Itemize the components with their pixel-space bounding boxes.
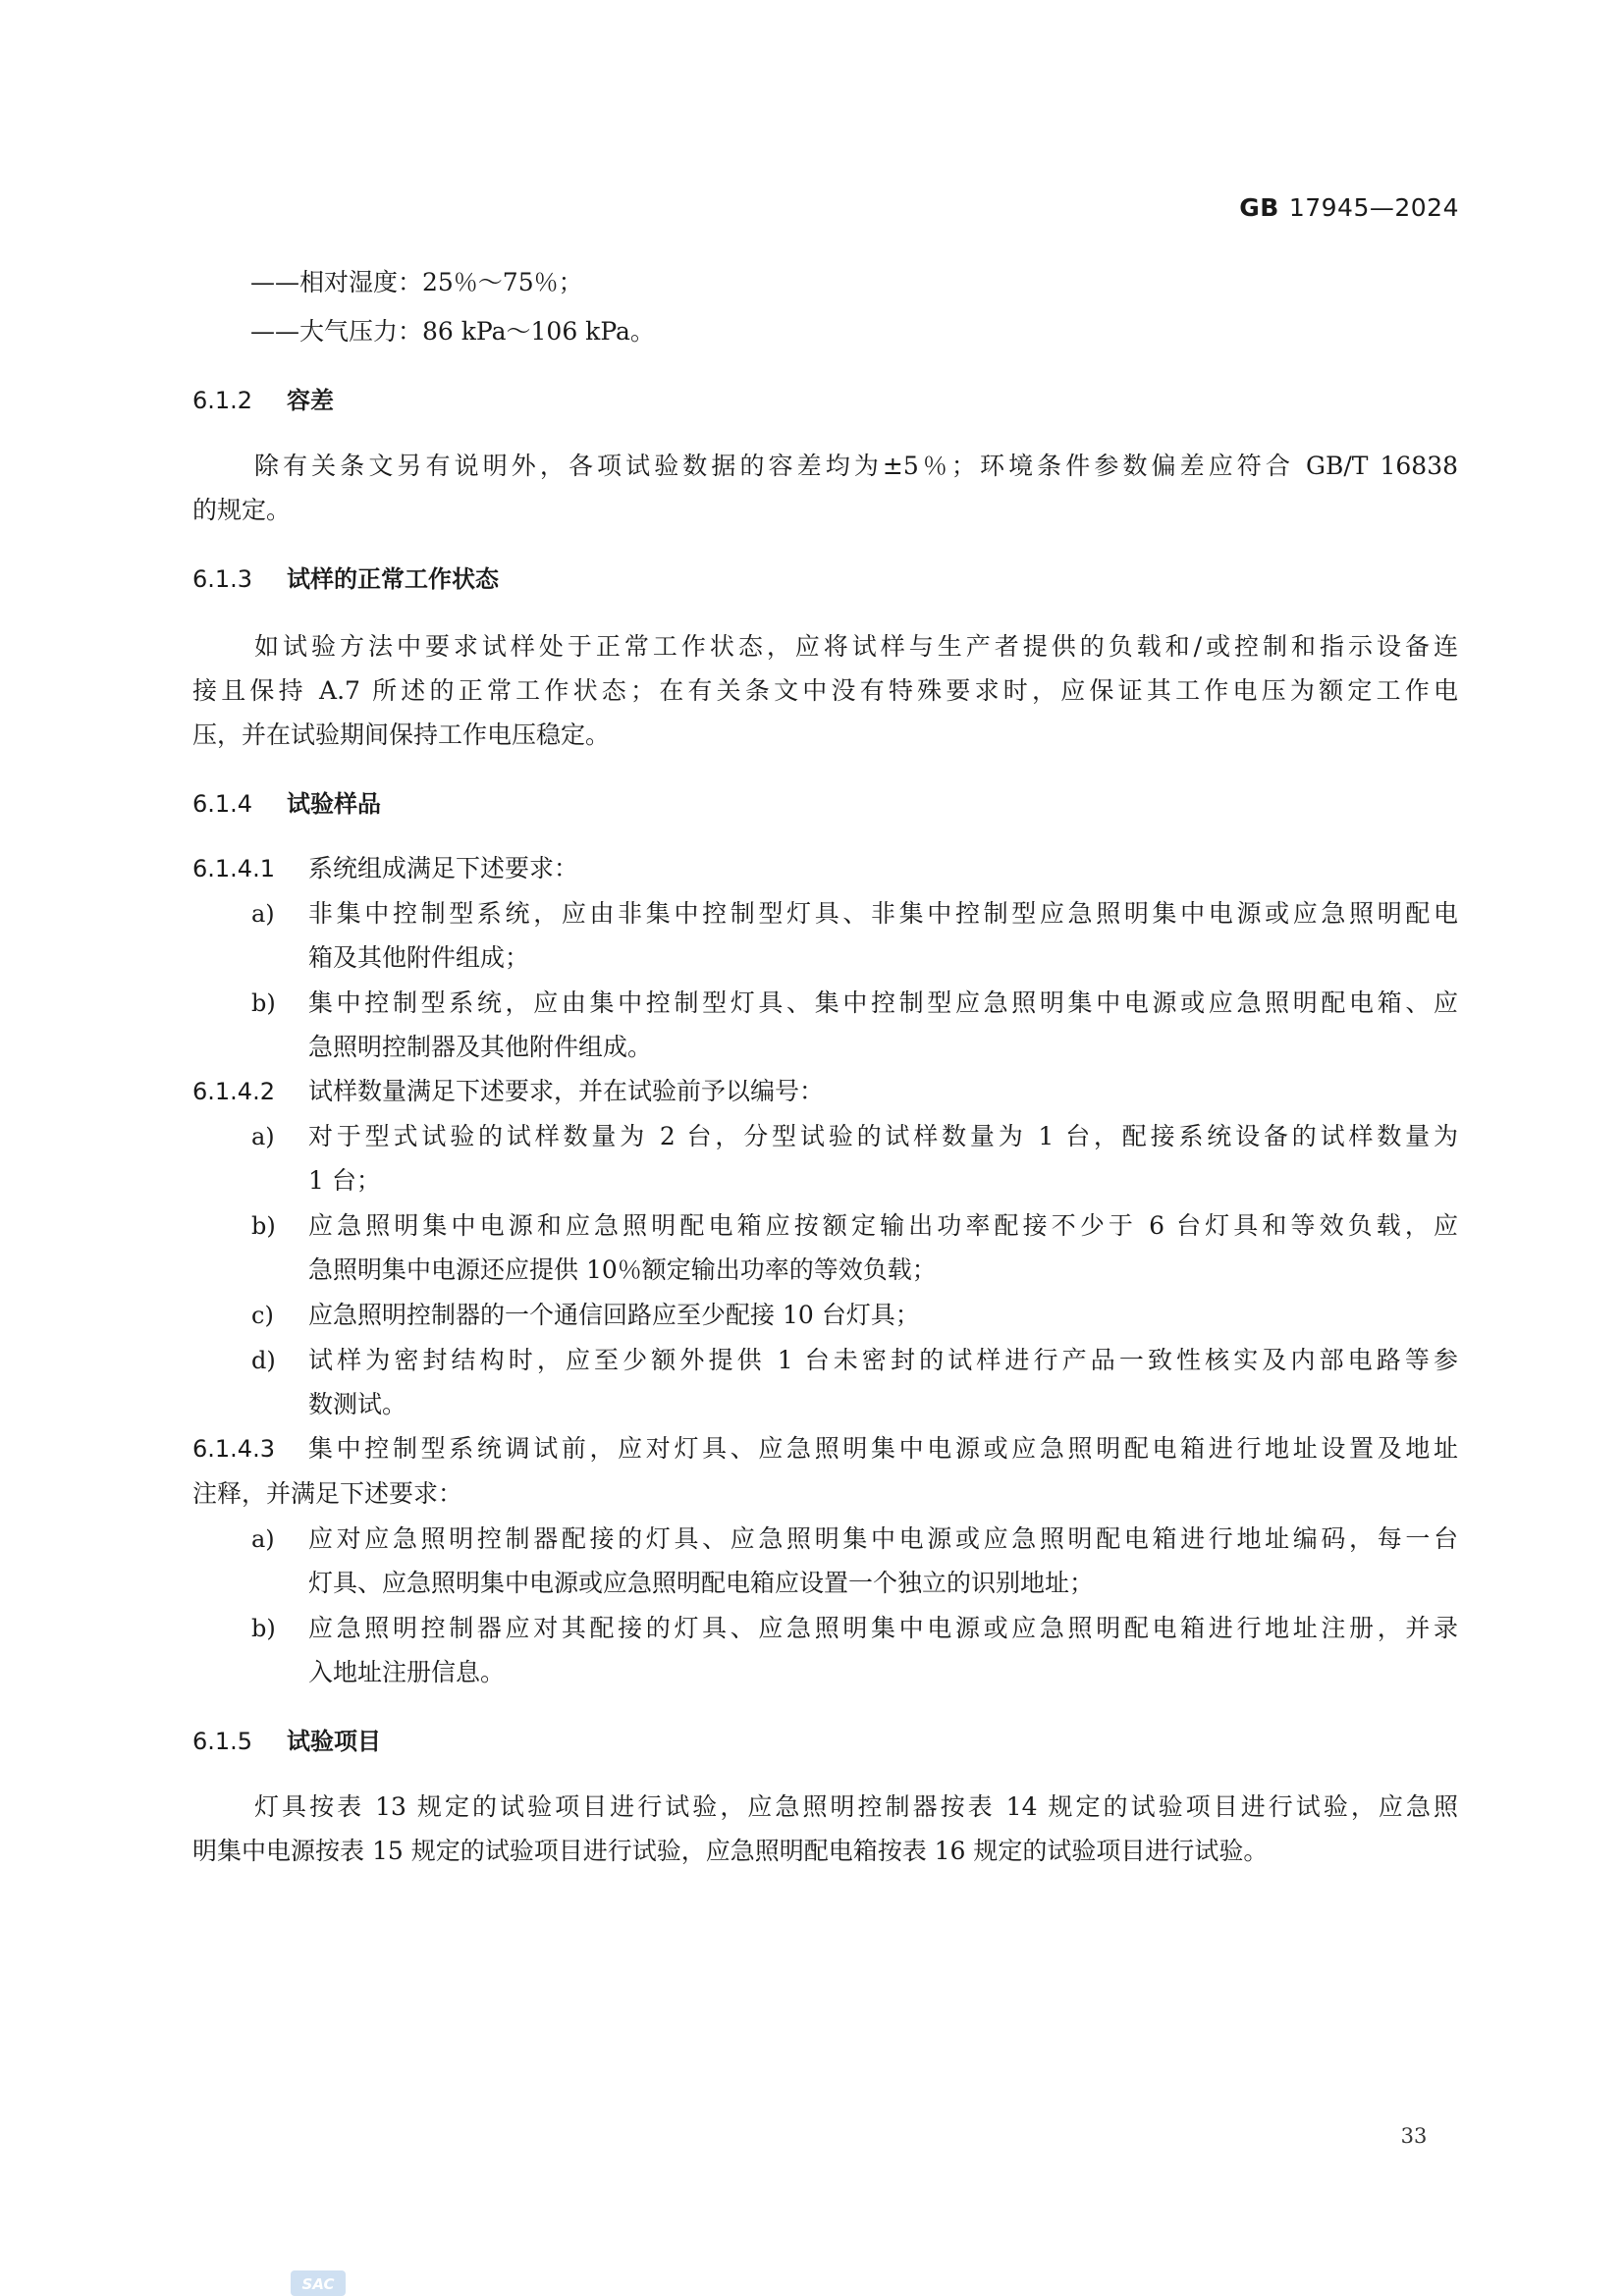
standard-number: 17945—2024 bbox=[1288, 193, 1459, 222]
list-item-line: 数测试。 bbox=[308, 1390, 407, 1418]
paragraph-line: 除有关条文另有说明外，各项试验数据的容差均为±5％；环境条件参数偏差应符合 GB/T 16838 bbox=[254, 452, 1458, 480]
watermark-text: SAC bbox=[301, 2275, 335, 2293]
list-marker: b) bbox=[251, 1615, 276, 1642]
paragraph-line: 接且保持 A.7 所述的正常工作状态；在有关条文中没有特殊要求时，应保证其工作电压为额定工作电 bbox=[192, 676, 1458, 705]
section-6-1-3-heading bbox=[192, 562, 499, 596]
humidity-line: ——相对湿度：25％～75％； bbox=[250, 268, 583, 296]
section-title: 容差 bbox=[287, 387, 334, 414]
list-marker: a) bbox=[251, 1525, 275, 1553]
list-item-line: 对于型式试验的试样数量为 2 台，分型试验的试样数量为 1 台，配接系统设备的试样数量为 bbox=[308, 1122, 1458, 1150]
list-item-line: 应急照明控制器应对其配接的灯具、应急照明集中电源或应急照明配电箱进行地址注册，并录 bbox=[308, 1614, 1458, 1642]
page-number: 33 bbox=[1400, 2124, 1428, 2148]
paragraph-line: 明集中电源按表 15 规定的试验项目进行试验，应急照明配电箱按表 16 规定的试验项目进行试验。 bbox=[192, 1837, 1269, 1865]
list-marker: b) bbox=[251, 1212, 276, 1240]
paragraph-line: 如试验方法中要求试样处于正常工作状态，应将试样与生产者提供的负载和/或控制和指示设备连 bbox=[254, 632, 1458, 661]
standard-header bbox=[1237, 193, 1459, 222]
list-marker: a) bbox=[251, 1123, 275, 1150]
section-6-1-4-heading bbox=[192, 787, 381, 821]
list-item-line: 应急照明控制器的一个通信回路应至少配接 10 台灯具； bbox=[308, 1301, 920, 1329]
section-title: 试样的正常工作状态 bbox=[287, 565, 499, 593]
list-item-line: 集中控制型系统，应由集中控制型灯具、集中控制型应急照明集中电源或应急照明配电箱、应 bbox=[308, 988, 1458, 1017]
list-item-line: 入地址注册信息。 bbox=[308, 1658, 506, 1686]
section-number: 6.1.5 bbox=[192, 1728, 253, 1755]
list-marker: a) bbox=[251, 900, 275, 928]
paragraph-line: 灯具按表 13 规定的试验项目进行试验，应急照明控制器按表 14 规定的试验项目进行试验，应急照 bbox=[254, 1792, 1458, 1821]
pressure-line: ——大气压力：86 kPa～106 kPa。 bbox=[250, 317, 655, 346]
list-item-line: 急照明控制器及其他附件组成。 bbox=[308, 1033, 653, 1061]
list-item-line: 灯具、应急照明集中电源或应急照明配电箱应设置一个独立的识别地址； bbox=[308, 1569, 1095, 1597]
section-title: 试验项目 bbox=[287, 1728, 381, 1755]
subsection-number: 6.1.4.1 bbox=[192, 855, 275, 882]
list-marker: c) bbox=[251, 1302, 274, 1329]
standard-prefix: GB bbox=[1239, 193, 1279, 222]
sac-watermark-logo bbox=[291, 2270, 346, 2296]
subsection-text: 系统组成满足下述要求： bbox=[308, 854, 579, 882]
section-6-1-5-heading bbox=[192, 1725, 381, 1758]
subsection-text: 集中控制型系统调试前，应对灯具、应急照明集中电源或应急照明配电箱进行地址设置及地址 bbox=[308, 1434, 1458, 1463]
list-marker: d) bbox=[251, 1347, 276, 1374]
paragraph-line: 的规定。 bbox=[192, 496, 292, 524]
list-item-line: 试样为密封结构时，应至少额外提供 1 台未密封的试样进行产品一致性核实及内部电路等参 bbox=[308, 1346, 1458, 1374]
section-number: 6.1.4 bbox=[192, 790, 253, 818]
list-item-line: 应急照明集中电源和应急照明配电箱应按额定输出功率配接不少于 6 台灯具和等效负载，应 bbox=[308, 1211, 1458, 1240]
list-item-line: 1 台； bbox=[308, 1166, 381, 1195]
list-item-line: 箱及其他附件组成； bbox=[308, 943, 530, 972]
section-number: 6.1.3 bbox=[192, 565, 253, 593]
list-marker: b) bbox=[251, 989, 276, 1017]
section-6-1-2-heading bbox=[192, 384, 334, 417]
subsection-number: 6.1.4.3 bbox=[192, 1435, 275, 1463]
paragraph-line: 压，并在试验期间保持工作电压稳定。 bbox=[192, 721, 611, 749]
section-number: 6.1.2 bbox=[192, 387, 253, 414]
subsection-text: 试样数量满足下述要求，并在试验前予以编号： bbox=[308, 1077, 825, 1105]
list-item-line: 急照明集中电源还应提供 10％额定输出功率的等效负载； bbox=[308, 1255, 937, 1284]
subsection-text: 注释，并满足下述要求： bbox=[192, 1479, 463, 1508]
section-title: 试验样品 bbox=[287, 790, 381, 818]
subsection-number: 6.1.4.2 bbox=[192, 1078, 275, 1105]
list-item-line: 应对应急照明控制器配接的灯具、应急照明集中电源或应急照明配电箱进行地址编码，每一台 bbox=[308, 1524, 1458, 1553]
list-item-line: 非集中控制型系统，应由非集中控制型灯具、非集中控制型应急照明集中电源或应急照明配电 bbox=[308, 899, 1458, 928]
